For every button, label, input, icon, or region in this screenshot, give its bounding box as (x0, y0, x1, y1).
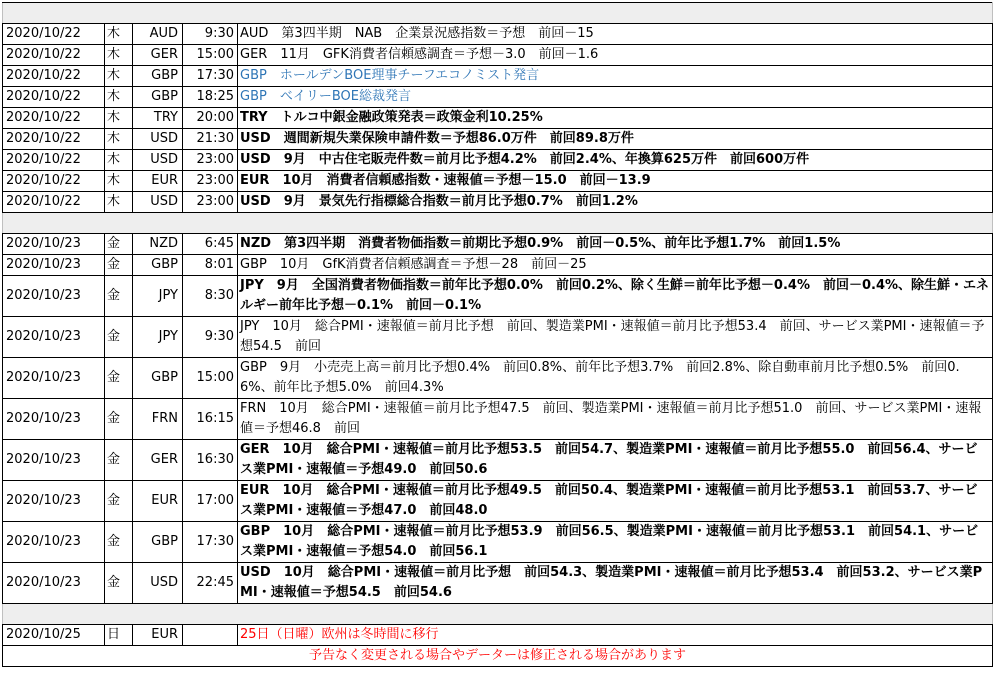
currency-cell: AUD (133, 24, 183, 45)
date-separator-row (3, 3, 993, 24)
event-description-cell: JPY 9月 全国消費者物価指数＝前年比予想0.0% 前回0.2%、除く生鮮＝前年比予想－0.4% 前回－0.4%、除生鮮・エネルギー前年比予想－0.1% 前回－0.1% (238, 276, 993, 317)
time-cell: 23:00 (183, 192, 238, 213)
separator-cell (3, 213, 993, 234)
date-cell: 2020/10/23 (3, 317, 105, 358)
notice-row (3, 646, 993, 667)
time-cell: 16:30 (183, 440, 238, 481)
date-cell: 2020/10/23 (3, 481, 105, 522)
economic-calendar-table (2, 2, 993, 667)
time-cell: 17:30 (183, 66, 238, 87)
separator-cell (3, 604, 993, 625)
currency-cell: GER (133, 45, 183, 66)
table-row (3, 129, 993, 150)
event-description-cell: USD 9月 中古住宅販売件数＝前月比予想4.2% 前回2.4%、年換算625万件 前回600万件 (238, 150, 993, 171)
table-row (3, 87, 993, 108)
weekday-cell: 木 (105, 45, 133, 66)
event-description-cell: JPY 10月 総合PMI・速報値＝前月比予想 前回、製造業PMI・速報値＝前月比予想53.4 前回、サービス業PMI・速報値＝予想54.5 前回 (238, 317, 993, 358)
table-row (3, 192, 993, 213)
time-cell: 8:01 (183, 255, 238, 276)
date-cell: 2020/10/22 (3, 171, 105, 192)
date-cell: 2020/10/23 (3, 563, 105, 604)
date-cell: 2020/10/22 (3, 108, 105, 129)
currency-cell: USD (133, 563, 183, 604)
date-separator-row (3, 604, 993, 625)
table-row (3, 481, 993, 522)
date-separator-row (3, 213, 993, 234)
table-row (3, 399, 993, 440)
currency-cell: GBP (133, 66, 183, 87)
time-cell: 21:30 (183, 129, 238, 150)
date-cell: 2020/10/22 (3, 66, 105, 87)
event-description-cell: FRN 10月 総合PMI・速報値＝前月比予想47.5 前回、製造業PMI・速報値＝前月比予想51.0 前回、サービス業PMI・速報値＝予想46.8 前回 (238, 399, 993, 440)
table-row (3, 66, 993, 87)
event-description-cell: GER 10月 総合PMI・速報値＝前月比予想53.5 前回54.7、製造業PMI・速報値＝前月比予想55.0 前回56.4、サービス業PMI・速報値＝予想49.0 前回50.6 (238, 440, 993, 481)
currency-cell: GBP (133, 522, 183, 563)
time-cell: 9:30 (183, 24, 238, 45)
event-description-cell: EUR 10月 消費者信頼感指数・速報値＝予想－15.0 前回－13.9 (238, 171, 993, 192)
currency-cell: GBP (133, 358, 183, 399)
date-cell: 2020/10/22 (3, 192, 105, 213)
time-cell: 23:00 (183, 150, 238, 171)
currency-cell: JPY (133, 276, 183, 317)
currency-cell: TRY (133, 108, 183, 129)
currency-cell: JPY (133, 317, 183, 358)
weekday-cell: 金 (105, 317, 133, 358)
time-cell: 22:45 (183, 563, 238, 604)
table-row (3, 317, 993, 358)
time-cell: 18:25 (183, 87, 238, 108)
event-description-cell: GBP ホールデンBOE理事チーフエコノミスト発言 (238, 66, 993, 87)
table-row (3, 234, 993, 255)
event-description-cell: 25日（日曜）欧州は冬時間に移行 (238, 625, 993, 646)
time-cell: 9:30 (183, 317, 238, 358)
time-cell: 17:00 (183, 481, 238, 522)
currency-cell: USD (133, 150, 183, 171)
date-cell: 2020/10/22 (3, 150, 105, 171)
currency-cell: EUR (133, 171, 183, 192)
table-row (3, 563, 993, 604)
weekday-cell: 金 (105, 399, 133, 440)
time-cell: 15:00 (183, 45, 238, 66)
date-cell: 2020/10/23 (3, 399, 105, 440)
time-cell: 23:00 (183, 171, 238, 192)
time-cell: 8:30 (183, 276, 238, 317)
weekday-cell: 木 (105, 192, 133, 213)
date-cell: 2020/10/25 (3, 625, 105, 646)
time-cell: 6:45 (183, 234, 238, 255)
time-cell: 17:30 (183, 522, 238, 563)
table-row (3, 276, 993, 317)
table-row (3, 150, 993, 171)
event-description-cell: GER 11月 GFK消費者信頼感調査＝予想－3.0 前回－1.6 (238, 45, 993, 66)
date-cell: 2020/10/22 (3, 129, 105, 150)
weekday-cell: 金 (105, 358, 133, 399)
currency-cell: USD (133, 129, 183, 150)
time-cell: 15:00 (183, 358, 238, 399)
table-row (3, 625, 993, 646)
table-row (3, 358, 993, 399)
date-cell: 2020/10/23 (3, 234, 105, 255)
event-description-cell: GBP 10月 GfK消費者信頼感調査＝予想－28 前回－25 (238, 255, 993, 276)
date-cell: 2020/10/23 (3, 440, 105, 481)
event-description-cell: GBP ベイリーBOE総裁発言 (238, 87, 993, 108)
economic-calendar-sheet (2, 2, 992, 667)
currency-cell: NZD (133, 234, 183, 255)
currency-cell: FRN (133, 399, 183, 440)
event-description-cell: NZD 第3四半期 消費者物価指数＝前期比予想0.9% 前回－0.5%、前年比予想1.7% 前回1.5% (238, 234, 993, 255)
event-description-cell: USD 週間新規失業保険申請件数＝予想86.0万件 前回89.8万件 (238, 129, 993, 150)
time-cell: 20:00 (183, 108, 238, 129)
weekday-cell: 日 (105, 625, 133, 646)
event-description-cell: GBP 9月 小売売上高＝前月比予想0.4% 前回0.8%、前年比予想3.7% 前回2.8%、除自動車前月比予想0.5% 前回0.6%、前年比予想5.0% 前回4.3% (238, 358, 993, 399)
time-cell (183, 625, 238, 646)
weekday-cell: 金 (105, 276, 133, 317)
weekday-cell: 木 (105, 108, 133, 129)
table-row (3, 440, 993, 481)
table-row (3, 171, 993, 192)
weekday-cell: 木 (105, 24, 133, 45)
currency-cell: EUR (133, 625, 183, 646)
table-row (3, 24, 993, 45)
weekday-cell: 木 (105, 171, 133, 192)
event-description-cell: USD 10月 総合PMI・速報値＝前月比予想 前回54.3、製造業PMI・速報値＝前月比予想53.4 前回53.2、サービス業PMI・速報値＝予想54.5 前回54.6 (238, 563, 993, 604)
table-row (3, 108, 993, 129)
event-description-cell: TRY トルコ中銀金融政策発表＝政策金利10.25% (238, 108, 993, 129)
currency-cell: EUR (133, 481, 183, 522)
weekday-cell: 金 (105, 563, 133, 604)
currency-cell: GBP (133, 87, 183, 108)
event-description-cell: USD 9月 景気先行指標総合指数＝前月比予想0.7% 前回1.2% (238, 192, 993, 213)
weekday-cell: 木 (105, 129, 133, 150)
date-cell: 2020/10/22 (3, 87, 105, 108)
date-cell: 2020/10/22 (3, 24, 105, 45)
table-row (3, 255, 993, 276)
weekday-cell: 金 (105, 481, 133, 522)
weekday-cell: 金 (105, 522, 133, 563)
table-row (3, 522, 993, 563)
weekday-cell: 木 (105, 66, 133, 87)
date-cell: 2020/10/23 (3, 255, 105, 276)
weekday-cell: 木 (105, 87, 133, 108)
disclaimer-notice: 予告なく変更される場合やデーターは修正される場合があります (3, 646, 993, 667)
currency-cell: GER (133, 440, 183, 481)
date-cell: 2020/10/23 (3, 358, 105, 399)
time-cell: 16:15 (183, 399, 238, 440)
date-cell: 2020/10/22 (3, 45, 105, 66)
calendar-rows (3, 3, 993, 667)
currency-cell: GBP (133, 255, 183, 276)
currency-cell: USD (133, 192, 183, 213)
weekday-cell: 金 (105, 440, 133, 481)
table-row (3, 45, 993, 66)
date-cell: 2020/10/23 (3, 522, 105, 563)
weekday-cell: 金 (105, 255, 133, 276)
weekday-cell: 金 (105, 234, 133, 255)
date-cell: 2020/10/23 (3, 276, 105, 317)
event-description-cell: GBP 10月 総合PMI・速報値＝前月比予想53.9 前回56.5、製造業PMI・速報値＝前月比予想53.1 前回54.1、サービス業PMI・速報値＝予想54.0 前回56.1 (238, 522, 993, 563)
separator-cell (3, 3, 993, 24)
weekday-cell: 木 (105, 150, 133, 171)
event-description-cell: AUD 第3四半期 NAB 企業景況感指数＝予想 前回－15 (238, 24, 993, 45)
event-description-cell: EUR 10月 総合PMI・速報値＝前月比予想49.5 前回50.4、製造業PMI・速報値＝前月比予想53.1 前回53.7、サービス業PMI・速報値＝予想47.0 前回48.0 (238, 481, 993, 522)
